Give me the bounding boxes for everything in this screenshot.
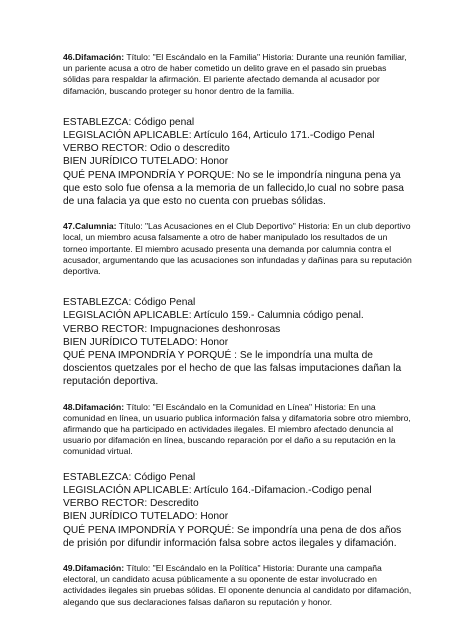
case-47-verbo-rector: VERBO RECTOR: Impugnaciones deshonrosas [63,323,281,335]
case-48-legislacion: LEGISLACIÓN APLICABLE: Artículo 164.-Difamacion.-Codigo penal [63,484,372,496]
case-47-analysis [63,296,414,388]
case-48-paragraph [63,402,414,458]
case-47-pena: QUÉ PENA IMPONDRÍA Y PORQUÉ : Se le impondría una multa de doscientos quetzales por el hecho de que las falsas imputaciones dañan la reputación deportiva. [63,350,402,388]
case-46-text: Título: "El Escándalo en la Familia" Historia: Durante una reunión familiar, un pariente acusa a otro de haber cometido un delito grave en el pasado sin pruebas sólidas para respaldar la afirmación. El pariente afectado demanda al acusador por difamación, buscando proteger su honor dentro de la familia. [63,52,407,96]
case-46-analysis [63,116,414,208]
case-48-pena: QUÉ PENA IMPONDRÍA Y PORQUÉ: Se impondría una pena de dos años de prisión por difundir información falsa sobre actos ilegales y difamación. [63,524,402,549]
case-47-legislacion: LEGISLACIÓN APLICABLE: Artículo 159.- Calumnia código penal. [63,310,364,322]
case-48-id: 48.Difamación: [63,401,125,412]
case-48-bien-juridico: BIEN JURÍDICO TUTELADO: Honor [63,511,229,523]
case-48-analysis [63,471,414,550]
case-46-id: 46.Difamación: [63,52,125,62]
case-47-establezca: ESTABLEZCA: Código Penal [63,297,196,309]
case-49-text: Título: "El Escándalo en la Política" Historia: Durante una campaña electoral, un candidato acusa públicamente a su oponente de estar involucrado en actividades ilegales sin pruebas sólidas. El oponente denuncia al candidato por difamación, alegando que sus declaraciones falsas dañaron su reputación y honor. [63,562,412,607]
case-47-bien-juridico: BIEN JURÍDICO TUTELADO: Honor [63,336,229,348]
case-49-id: 49.Difamación: [63,562,125,573]
case-46-legislacion: LEGISLACIÓN APLICABLE: Artículo 164, Articulo 171.-Codigo Penal [63,130,375,142]
case-47-paragraph [63,221,414,277]
case-46-verbo-rector: VERBO RECTOR: Odio o descredito [63,143,230,155]
case-46-pena: QUÉ PENA IMPONDRÍA Y PORQUE: No se le impondría ninguna pena ya que esto solo fue ofensa a la memoria de un fallecido,lo cual no sobre pasa de una falacia ya que esto no cuenta con pruebas sólidas. [63,169,404,208]
case-46-establezca: ESTABLEZCA: Código penal [63,116,195,128]
case-46-paragraph [63,52,414,97]
case-49-paragraph [63,563,414,608]
case-46-bien-juridico: BIEN JURÍDICO TUTELADO: Honor [63,156,229,168]
case-48-verbo-rector: VERBO RECTOR: Descredito [63,498,199,510]
case-47-text: Título: "Las Acusaciones en el Club Deportivo" Historia: En un club deportivo local, un miembro acusa falsamente a otro de haber manipulado los resultados de un torneo importante. El miembro acusado presenta una demanda por calumnia contra el acusador, argumentando que las acusaciones son infundadas y dañinas para su reputación deportiva. [63,221,412,277]
case-47-id: 47.Calumnia: [63,221,117,232]
case-48-establezca: ESTABLEZCA: Código Penal [63,471,196,483]
case-48-text: Título: "El Escándalo en la Comunidad en Línea" Historia: En una comunidad en línea, un usuario publica información falsa y difamatoria sobre otro miembro, afirmando que ha participado en actividades ilegales. El miembro afectado denuncia al usuario por difamación en línea, buscando reparación por el daño a su reputación en la comunidad virtual. [63,401,411,457]
